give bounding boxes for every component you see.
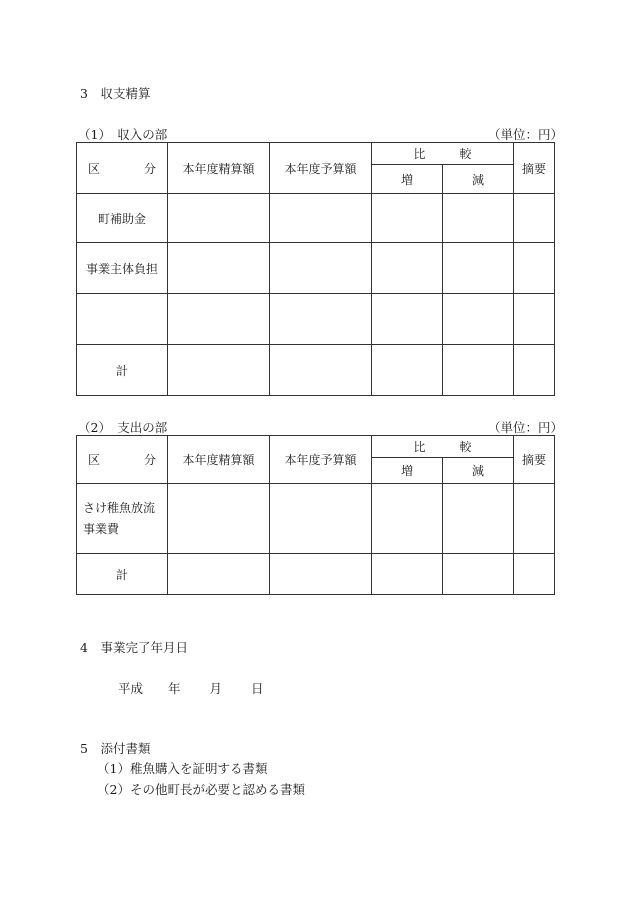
section5-heading: 5 添付書類 [80, 741, 151, 756]
table-row [77, 484, 555, 554]
budget-cell [270, 345, 372, 396]
income-table [76, 142, 555, 396]
settled-cell [168, 345, 270, 396]
header-summary: 摘要 [514, 436, 555, 484]
decrease-cell [443, 194, 514, 243]
increase-cell [372, 554, 443, 595]
section4-heading: 4 事業完了年月日 [80, 640, 188, 655]
header-settled-amount: 本年度精算額 [168, 436, 270, 484]
summary-cell [514, 554, 555, 595]
budget-cell [270, 194, 372, 243]
settled-cell [168, 243, 270, 294]
increase-cell [372, 294, 443, 345]
table-row-total [77, 554, 555, 595]
header-budget-amount: 本年度予算額 [270, 436, 372, 484]
header-kubun: 区 分 [77, 436, 168, 484]
settled-cell [168, 294, 270, 345]
date-era: 平成 [118, 681, 144, 696]
row-label: さけ稚魚放流 事業費 [77, 484, 168, 554]
increase-cell [372, 345, 443, 396]
expense-table [76, 435, 555, 595]
completion-date [118, 679, 264, 697]
budget-cell [270, 554, 372, 595]
header-comparison: 比 較 [372, 436, 514, 458]
header-budget-amount: 本年度予算額 [270, 143, 372, 194]
table-row [77, 294, 555, 345]
header-increase: 増 [372, 165, 443, 194]
decrease-cell [443, 294, 514, 345]
expense-heading: （2） 支出の部 [78, 420, 168, 435]
expense-unit-label: （単位：円） [488, 420, 564, 435]
decrease-cell [443, 243, 514, 294]
header-increase: 増 [372, 458, 443, 484]
budget-cell [270, 243, 372, 294]
settled-cell [168, 554, 270, 595]
increase-cell [372, 484, 443, 554]
attachment-item: （2）その他町長が必要と認める書類 [97, 782, 305, 797]
budget-cell [270, 294, 372, 345]
header-decrease: 減 [443, 165, 514, 194]
date-year: 年 [168, 681, 181, 696]
decrease-cell [443, 484, 514, 554]
section3-heading: 3 収支精算 [80, 86, 151, 101]
header-kubun: 区 分 [77, 143, 168, 194]
summary-cell [514, 345, 555, 396]
budget-cell [270, 484, 372, 554]
table-row [77, 194, 555, 243]
settled-cell [168, 484, 270, 554]
table-row [77, 243, 555, 294]
income-heading: （1） 収入の部 [78, 127, 168, 142]
summary-cell [514, 194, 555, 243]
date-day: 日 [251, 681, 264, 696]
row-label [77, 294, 168, 345]
settled-cell [168, 194, 270, 243]
header-decrease: 減 [443, 458, 514, 484]
table-row-total [77, 345, 555, 396]
header-summary: 摘要 [514, 143, 555, 194]
summary-cell [514, 243, 555, 294]
attachment-item: （1）稚魚購入を証明する書類 [97, 761, 268, 776]
row-label-total: 計 [77, 345, 168, 396]
header-settled-amount: 本年度精算額 [168, 143, 270, 194]
summary-cell [514, 484, 555, 554]
decrease-cell [443, 554, 514, 595]
date-month: 月 [209, 681, 223, 696]
row-label-total: 計 [77, 554, 168, 595]
summary-cell [514, 294, 555, 345]
row-label: 町補助金 [77, 194, 168, 243]
header-comparison: 比 較 [372, 143, 514, 165]
increase-cell [372, 243, 443, 294]
row-label: 事業主体負担 [77, 243, 168, 294]
decrease-cell [443, 345, 514, 396]
income-unit-label: （単位：円） [488, 127, 564, 142]
increase-cell [372, 194, 443, 243]
